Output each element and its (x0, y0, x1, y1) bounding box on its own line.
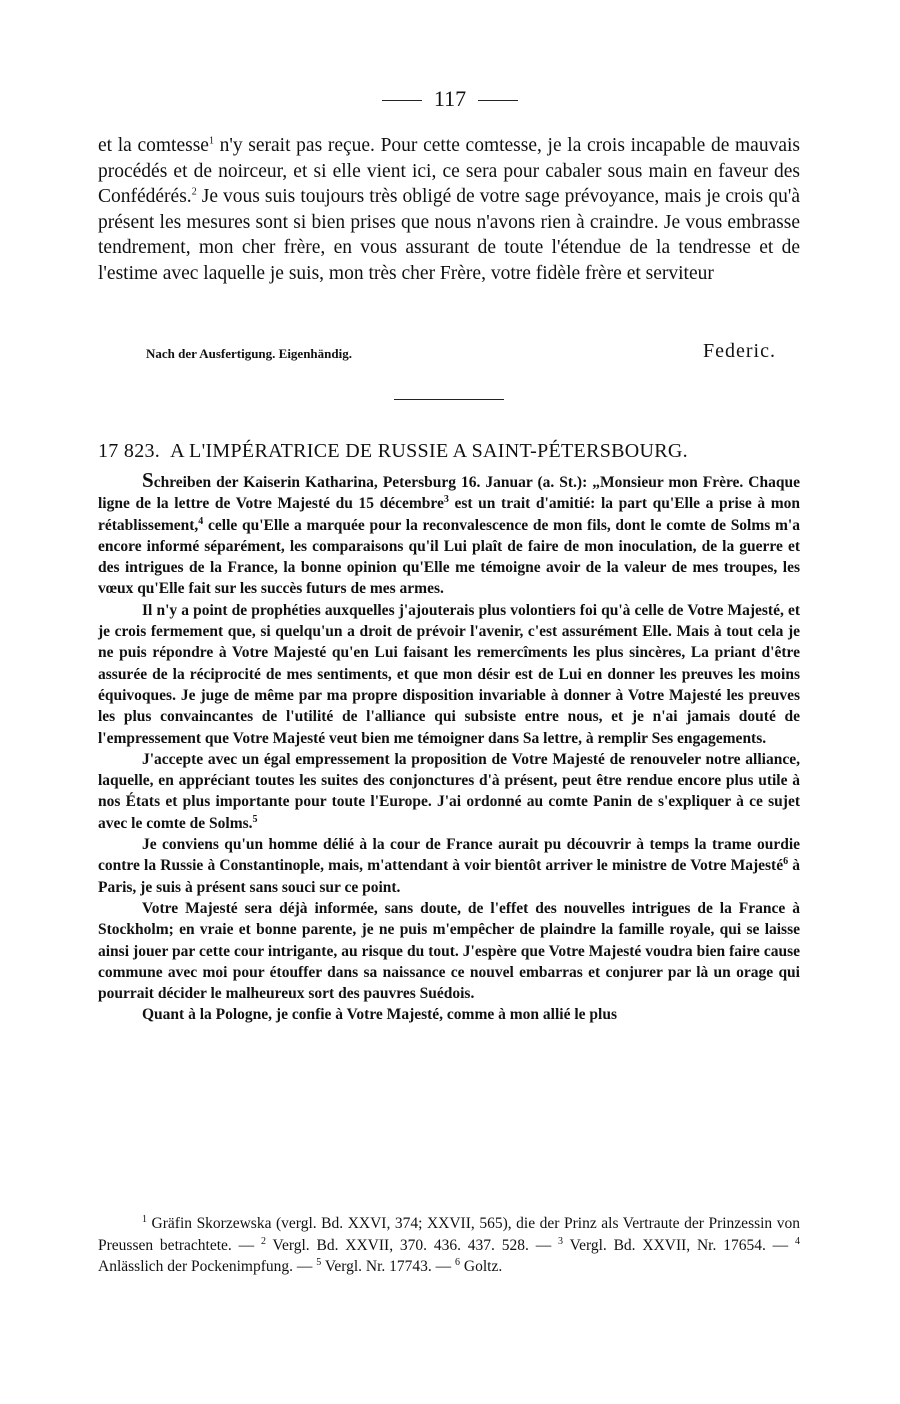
body-paragraph (98, 749, 800, 834)
page-header (0, 86, 900, 112)
footnotes (98, 1213, 800, 1278)
body-text: J'accepte avec un égal empressement la proposition de Votre Majesté de renouveler notre alliance, laquelle, en appréciant toutes les suites des conjonctures d'à présent, peut être rendue encore plus utile à nos États et plus importante pour toute l'Europe. J'ai ordonné au comte Panin de s'expliquer à ce sujet avec le comte de Solms. (98, 750, 800, 832)
letter-text: n'y serait pas reçue. Pour cette comtesse, je la crois incapable de mauvais procédés et de noirceur, et si elle vient ici, ce sera pour cabaler sous main en faveur des Confédérés. (98, 135, 800, 207)
footnote-mark: 1 (142, 1213, 147, 1225)
header-dash-right (478, 100, 518, 101)
body-paragraph: Votre Majesté sera déjà informée, sans doute, de l'effet des nouvelles intrigues de la France à Stockholm; en vraie et bonne parente, je ne puis m'empêcher de plaindre la famille royale, qui se laisse ainsi jouer par cette cour intrigante, au risque du tout. J'espère que Votre Majesté voudra bien faire cause commune avec moi pour étouffer dans sa naissance ce nouvel embarras et conjurer par là un orage qui pourrait décider le malheureux sort des pauvres Suédois. (98, 899, 800, 1003)
letter-paragraph (98, 133, 800, 286)
footnote-mark: 3 (558, 1235, 564, 1247)
letter-text: et la comtesse (98, 135, 209, 156)
body-paragraph (98, 470, 800, 600)
footnote-paragraph (98, 1213, 800, 1278)
initial-letter: S (142, 468, 154, 492)
document-heading (98, 440, 800, 463)
body-text: celle qu'Elle a marquée pour la reconvalescence de mon fils, dont le comte de Solms m'a encore informé séparément, les comparaisons qu'il Lui plaît de faire de mon inoculation, de la guerre et des intrigues de la France, la bonne opinion qu'Elle me témoigne avoir de la valeur de mes troupes, les vœux qu'Elle fait sur les succès futurs de mes armes. (98, 516, 800, 598)
footnote-text: Gräfin Skorzewska (vergl. Bd. XXVI, 374; XXVII, 565), die der Prinz als Vertraute der Prinzessin von Preussen betrachtete. — (98, 1215, 800, 1254)
body-paragraph: Quant à la Pologne, je confie à Votre Majesté, comme à mon allié le plus (142, 1006, 617, 1024)
footnote-mark: 2 (260, 1235, 266, 1247)
body-text: Je conviens qu'un homme délié à la cour de France aurait pu découvrir à temps la trame ourdie contre la Russie à Constantinople, mais, m'attendant à voir bientôt arriver le ministre de Votre Majesté (98, 836, 800, 875)
footnote-mark: 5 (316, 1256, 322, 1268)
footnote-mark: 6 (455, 1256, 461, 1268)
document-number: 17 823. (98, 440, 161, 462)
footnote-text: Anlässlich der Pockenimpfung. — (98, 1258, 317, 1275)
header-dash-left (382, 100, 422, 101)
footnote-text: Vergl. Bd. XXVII, 370. 436. 437. 528. — (265, 1236, 559, 1254)
footnote-text: Vergl. Nr. 17743. — (321, 1258, 456, 1275)
page-number: 117 (433, 86, 467, 111)
document-title: A L'IMPÉRATRICE DE RUSSIE A SAINT-PÉTERSBOURG. (170, 440, 688, 462)
source-note: Nach der Ausfertigung. Eigenhändig. (146, 346, 352, 361)
footnote-ref: 5 (252, 813, 258, 825)
footnote-ref: 1 (208, 135, 214, 147)
signature-row (146, 340, 776, 366)
body-text: chreiben der Kaiserin Katharina, Petersburg 16. Januar (a. St.): „Monsieur mon Frère. Chaque ligne de la lettre de Votre Majesté du 15 décembre (98, 474, 800, 513)
footnote-mark: 4 (794, 1235, 800, 1247)
footnote-ref: 6 (783, 856, 789, 868)
signature-name: Federic. (703, 340, 776, 362)
body-text: à Paris, je suis à présent sans souci sur ce point. (98, 857, 800, 896)
body-paragraph: Il n'y a point de prophéties auxquelles j'ajouterais plus volontiers foi qu'à celle de Votre Majesté, et je crois fermement que, si quelqu'un a droit de prévoir l'avenir, c'est assurément Elle. Mais à tout cela je ne puis répondre à Votre Majesté qu'en Lui faisant les remercîments les plus sincères, La priant d'être assurée de la réciprocité de mes sentiments, et que mon désir est de Lui en donner les preuves les moins équivoques. Je juge de même par ma propre disposition invariable à donner à Votre Majesté les preuves les plus convaincantes de l'utilité de l'alliance qui subsiste entre nous, et je n'ai jamais douté de l'empressement que Votre Majesté veut bien me témoigner dans Sa lettre, à remplir Ses engagements. (98, 601, 800, 747)
document-body (98, 470, 800, 1026)
footnote-ref: 2 (191, 186, 197, 198)
body-text: est un trait d'amitié: la part qu'Elle a prise à mon rétablissement, (98, 495, 801, 534)
section-divider (394, 399, 504, 400)
body-paragraph (98, 834, 800, 898)
footnote-ref: 4 (198, 515, 204, 527)
letter-closing (98, 133, 800, 286)
footnote-text: Vergl. Bd. XXVII, Nr. 17654. — (563, 1236, 795, 1254)
letter-text: Je vous suis toujours très obligé de votre sage prévoyance, mais je crois qu'à présent les mesures sont si bien prises que nous n'avons rien à craindre. Je vous embrasse tendrement, mon cher frère, en vous assurant de toute l'étendue de la tendresse et de l'estime avec laquelle je suis, mon très cher Frère, votre fidèle frère et serviteur (98, 186, 800, 284)
footnote-ref: 3 (443, 494, 449, 506)
footnote-text: Goltz. (460, 1258, 503, 1275)
